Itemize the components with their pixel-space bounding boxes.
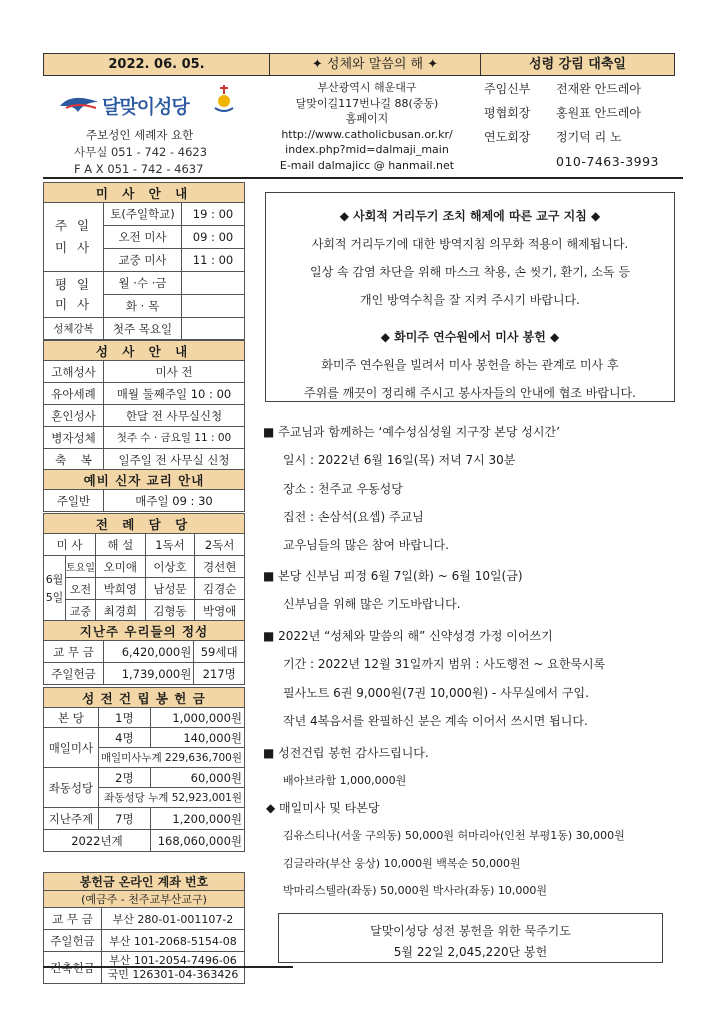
role-name: 정기덕 리 노 <box>556 130 622 144</box>
mass-name: 교중 미사 <box>104 249 182 272</box>
liturgy-reader: 이상호 <box>145 556 195 578</box>
mass-time: 11 : 00 <box>182 249 245 272</box>
mass-time: 09 : 00 <box>182 226 245 249</box>
notice-1-line: 교우님들의 많은 참여 바랍니다. <box>283 538 449 552</box>
mass-name: 오전 미사 <box>104 226 182 249</box>
notice-3-line: 작년 4복음서를 완필하신 분은 계속 이어서 쓰시면 됩니다. <box>283 714 588 728</box>
catechumen-title: 예비 신자 교리 안내 <box>44 470 245 490</box>
role-label: 주임신부 <box>484 82 531 96</box>
notice-3-line: 필사노트 6권 9,000원(7권 10,000원) - 사무실에서 구입. <box>283 686 589 700</box>
notice-line: 화미주 연수원을 빌려서 미사 봉헌을 하는 관계로 미사 후 <box>321 358 619 372</box>
liturgy-date: 6월 5일 <box>44 556 66 622</box>
header-divider <box>43 177 683 179</box>
notice-line: 일상 속 감염 차단을 위해 마스크 착용, 손 씻기, 환기, 소독 등 <box>309 265 631 279</box>
fund-amount: 1,200,000원 <box>150 808 244 830</box>
fund-count: 2명 <box>98 768 150 788</box>
address-line-2: 달맞이길117번나길 88(중동) <box>295 96 439 110</box>
adoration-value: 첫주 목요일 <box>104 318 182 340</box>
sacrament-value: 한달 전 사무실신청 <box>104 405 245 427</box>
accounts-title: 봉헌금 온라인 계좌 번호 <box>44 873 245 891</box>
sacrament-label: 혼인성사 <box>44 405 104 427</box>
moon-cross-icon <box>212 84 236 114</box>
notice-4-line: 김유스티나(서울 구의동) 50,000원 허마리아(인천 부평1동) 30,000원 <box>283 829 625 842</box>
lastweek-title: 지난주 우리들의 정성 <box>44 621 245 641</box>
liturgy-header: 1독서 <box>145 534 195 556</box>
year-theme: ✦ 성체와 말씀의 해 ✦ <box>311 57 439 72</box>
footer-divider <box>43 966 293 968</box>
notice-4-line: 배아브라함 1,000,000원 <box>283 774 407 787</box>
mass-time <box>182 272 245 295</box>
account-number: 부산 280-01-001107-2 <box>102 908 245 930</box>
contact-phone: 010-7463-3993 <box>556 154 660 169</box>
notice-4-title: ■ 성전건립 봉헌 감사드립니다. <box>263 746 429 760</box>
notice-4-subtitle: ◆ 매일미사 및 타본당 <box>266 801 380 815</box>
fund-subtotal: 좌동성당 누계 52,923,001원 <box>98 788 244 808</box>
liturgy-header: 미 사 <box>44 534 96 556</box>
lastweek-table <box>43 620 245 685</box>
homepage-url-1[interactable]: http://www.catholicbusan.or.kr/ <box>281 127 453 141</box>
offering-amount: 6,420,000원 <box>104 641 194 663</box>
role-name: 홍원표 안드레아 <box>556 106 641 120</box>
role-name: 전재완 안드레아 <box>556 82 641 96</box>
notice-1-line: 집전 : 손삼석(요셉) 주교님 <box>283 510 424 524</box>
catechumen-value: 매주일 09 : 30 <box>104 490 245 512</box>
liturgy-reader: 김경순 <box>195 578 245 600</box>
office-phone: 사무실 051 - 742 - 4623 <box>74 145 208 159</box>
liturgy-title: 전 례 담 당 <box>44 514 245 534</box>
notice-2-title: ■ 본당 신부님 피정 6월 7일(화) ~ 6월 10일(금) <box>263 569 523 583</box>
mass-name: 화 · 목 <box>104 295 182 318</box>
offering-label: 교 무 금 <box>44 641 104 663</box>
notice-3-title: ■ 2022년 “성체와 말씀의 해” 신약성경 가정 이어쓰기 <box>263 629 553 643</box>
fund-count: 7명 <box>98 808 150 830</box>
top-bar <box>43 53 675 76</box>
sacrament-value: 첫주 수 · 금요일 11 : 00 <box>104 427 245 449</box>
liturgy-reader: 경선현 <box>195 556 245 578</box>
parish-name: 달맞이성당 <box>102 96 189 118</box>
liturgy-header: 해 설 <box>96 534 146 556</box>
offering-count: 217명 <box>194 663 245 685</box>
fund-amount: 140,000원 <box>150 728 244 748</box>
rosary-box <box>278 913 663 963</box>
notice-box <box>265 192 675 402</box>
fund-label: 매일미사 <box>44 728 99 768</box>
notice-line: 사회적 거리두기에 대한 방역지침 의무화 적용이 해제됩니다. <box>311 237 629 251</box>
offering-amount: 1,739,000원 <box>104 663 194 685</box>
sacrament-table <box>43 340 245 471</box>
account-number: 부산 101-2054-7496-06 <box>109 953 237 967</box>
liturgy-mass: 토요일 <box>66 556 96 578</box>
liturgy-mass: 오전 <box>66 578 96 600</box>
sacrament-label: 병자성체 <box>44 427 104 449</box>
mass-title: 미 사 안 내 <box>44 183 245 203</box>
rosary-value: 5월 22일 2,045,220단 봉헌 <box>393 945 548 959</box>
notice-3-line: 기간 : 2022년 12월 31일까지 범위 : 사도행전 ~ 요한묵시록 <box>283 657 606 671</box>
sacrament-value: 매월 둘째주일 10 : 00 <box>104 383 245 405</box>
liturgy-reader: 김형동 <box>145 600 195 622</box>
weekday-mass-label: 평 일 미 사 <box>44 272 104 318</box>
notice-4-line: 박마리스텔라(좌동) 50,000원 박사라(좌동) 10,000원 <box>283 884 548 897</box>
feast-title: 성령 강림 대축일 <box>529 57 626 72</box>
rosary-title: 달맞이성당 성전 봉헌을 위한 묵주기도 <box>370 924 571 938</box>
mass-time <box>182 295 245 318</box>
email-address[interactable]: E-mail dalmajicc @ hanmail.net <box>279 158 455 172</box>
liturgy-reader: 박영애 <box>195 600 245 622</box>
fax-number: F A X 051 - 742 - 4637 <box>74 162 204 176</box>
liturgy-reader: 최경희 <box>96 600 146 622</box>
account-label: 교 무 금 <box>44 908 102 930</box>
liturgy-table <box>43 513 245 622</box>
fund-subtotal: 매일미사누계 229,636,700원 <box>98 748 244 768</box>
catechumen-label: 주일반 <box>44 490 104 512</box>
notice-title: ◆ 화미주 연수원에서 미사 봉헌 ◆ <box>380 330 560 344</box>
fund-label: 본 당 <box>44 708 99 728</box>
account-number: 국민 126301-04-363426 <box>107 967 239 981</box>
fund-label: 지난주계 <box>44 808 99 830</box>
notice-1-line: 장소 : 천주교 우동성당 <box>283 482 403 496</box>
building-title: 성 전 건 립 봉 헌 금 <box>44 688 245 708</box>
role-label: 연도회장 <box>484 130 531 144</box>
fund-label: 좌동성당 <box>44 768 99 808</box>
building-fund-table <box>43 687 245 852</box>
sunday-mass-label: 주 일 미 사 <box>44 203 104 272</box>
sacrament-value: 일주일 전 사무실 신청 <box>104 449 245 471</box>
notice-2-line: 신부님을 위해 많은 기도바랍니다. <box>283 597 461 611</box>
year-total-amount: 168,060,000원 <box>150 830 244 852</box>
mass-schedule-table <box>43 182 245 340</box>
fund-amount: 60,000원 <box>150 768 244 788</box>
liturgy-reader: 남성문 <box>145 578 195 600</box>
account-label: 주일헌금 <box>44 930 102 952</box>
fund-amount: 1,000,000원 <box>150 708 244 728</box>
liturgy-reader: 오미애 <box>96 556 146 578</box>
homepage-url-2[interactable]: index.php?mid=dalmaji_main <box>285 143 449 156</box>
role-label: 평협회장 <box>484 106 531 120</box>
liturgy-mass: 교중 <box>66 600 96 622</box>
address-line-1: 부산광역시 해운대구 <box>317 81 417 94</box>
adoration-label: 성체강복 <box>44 318 104 340</box>
notice-4-line: 김글라라(부산 웅상) 10,000원 백복순 50,000원 <box>283 857 521 870</box>
notice-1-title: ■ 주교님과 함께하는 ‘예수성심성월 지구장 본당 성시간’ <box>263 425 560 439</box>
sacrament-title: 성 사 안 내 <box>44 341 245 361</box>
offering-count: 59세대 <box>194 641 245 663</box>
fund-count: 4명 <box>98 728 150 748</box>
account-number: 부산 101-2068-5154-08 <box>102 930 245 952</box>
notice-title: ◆ 사회적 거리두기 조치 해제에 따른 교구 지침 ◆ <box>339 209 601 223</box>
accounts-subtitle: (예금주 - 천주교부산교구) <box>44 891 245 908</box>
notice-1-line: 일시 : 2022년 6월 16일(목) 저녁 7시 30분 <box>283 453 516 467</box>
sacrament-label: 축 복 <box>44 449 104 471</box>
sacrament-label: 고해성사 <box>44 361 104 383</box>
offering-label: 주일헌금 <box>44 663 104 685</box>
liturgy-reader: 박희영 <box>96 578 146 600</box>
notice-line: 개인 방역수칙을 잘 지켜 주시기 바랍니다. <box>360 293 580 307</box>
mass-name: 월 ·수 ·금 <box>104 272 182 295</box>
notice-line: 주위를 깨끗이 정리해 주시고 봉사자들의 안내에 협조 바랍니다. <box>304 386 636 400</box>
staff-list <box>484 80 684 152</box>
fund-count: 1명 <box>98 708 150 728</box>
sacrament-label: 유아세례 <box>44 383 104 405</box>
liturgy-header: 2독서 <box>195 534 245 556</box>
homepage-label: 홈페이지 <box>345 112 389 125</box>
parish-address <box>262 80 472 173</box>
mass-name: 토(주일학교) <box>104 203 182 226</box>
mass-time: 19 : 00 <box>182 203 245 226</box>
year-total-label: 2022년계 <box>44 830 151 852</box>
issue-date: 2022. 06. 05. <box>108 57 205 72</box>
dove-icon <box>58 92 100 116</box>
catechumen-table <box>43 469 245 512</box>
patron-saint: 주보성인 세례자 요한 <box>86 128 194 142</box>
sacrament-value: 미사 전 <box>104 361 245 383</box>
